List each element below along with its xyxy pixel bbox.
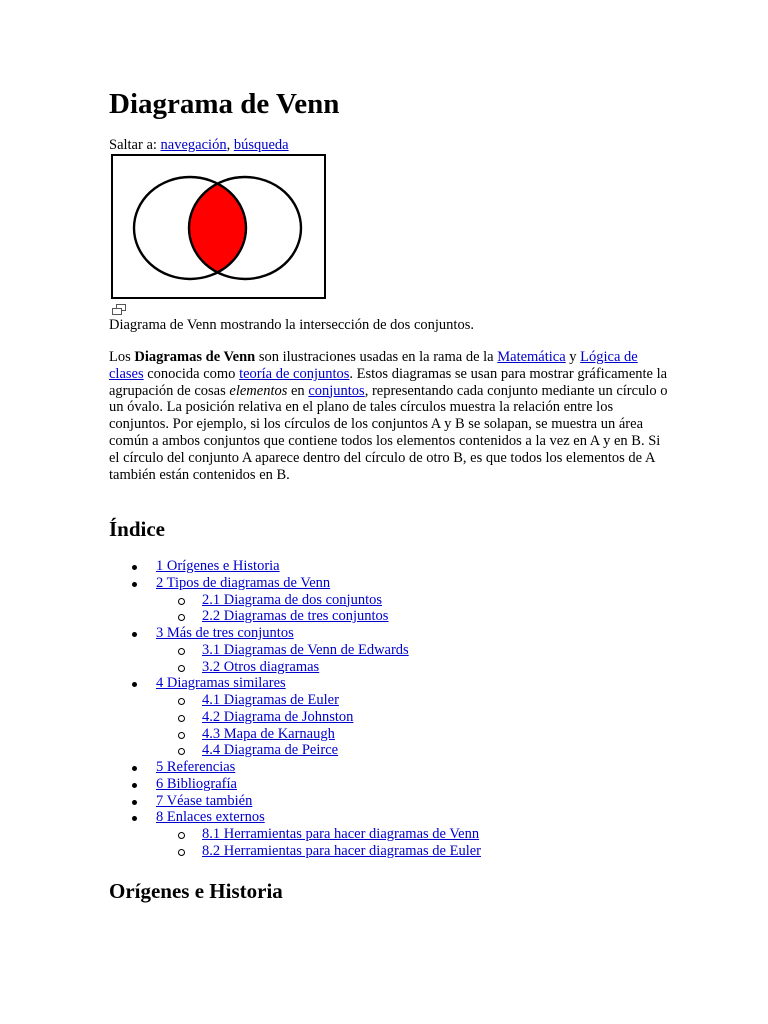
toc-link[interactable]: 7 Véase también bbox=[156, 792, 253, 809]
toc-link[interactable]: 8.1 Herramientas para hacer diagramas de Venn bbox=[202, 826, 480, 842]
circle-bullet-icon bbox=[178, 849, 185, 856]
circle-bullet-icon bbox=[178, 732, 185, 739]
text-run: Los bbox=[109, 349, 135, 365]
link-matematica[interactable]: Matemática bbox=[497, 349, 566, 365]
page-title: Diagrama de Venn bbox=[109, 88, 340, 120]
circle-bullet-icon bbox=[178, 832, 185, 839]
toc-link[interactable]: 8 Enlaces externos bbox=[156, 809, 265, 826]
circle-bullet-icon bbox=[178, 648, 185, 655]
venn-diagram-image[interactable] bbox=[111, 154, 327, 300]
figure-caption: Diagrama de Venn mostrando la intersección de dos conjuntos. bbox=[109, 317, 474, 333]
toc-link[interactable]: 2.1 Diagrama de dos conjuntos bbox=[202, 591, 383, 608]
link-conjuntos[interactable]: conjuntos bbox=[308, 382, 365, 399]
venn-diagram-svg bbox=[111, 154, 327, 300]
toc-link[interactable]: 2.2 Diagramas de tres conjuntos bbox=[202, 608, 389, 625]
toc-link[interactable]: 4.1 Diagramas de Euler bbox=[202, 692, 339, 708]
circle-bullet-icon bbox=[178, 614, 185, 621]
link-logica-de-clases[interactable]: Lógica de clases bbox=[109, 349, 638, 382]
toc-link[interactable]: 4.3 Mapa de Karnaugh bbox=[202, 725, 335, 742]
toc-link[interactable]: 2 Tipos de diagramas de Venn bbox=[156, 574, 331, 591]
bullet-icon bbox=[132, 582, 137, 587]
intro-paragraph bbox=[109, 349, 669, 483]
circle-bullet-icon bbox=[178, 598, 185, 605]
text-run: . Estos diagramas se usan para mostrar gráficamente la agrupación de cosas bbox=[109, 365, 668, 399]
toc-link[interactable]: 4.2 Diagrama de Johnston bbox=[202, 708, 354, 725]
bullet-icon bbox=[132, 800, 137, 805]
italic-term: elementos bbox=[229, 382, 288, 399]
magnify-icon[interactable] bbox=[112, 304, 126, 316]
bullet-icon bbox=[132, 766, 137, 771]
toc-link[interactable]: 4.4 Diagrama de Peirce bbox=[202, 742, 339, 759]
circle-bullet-icon bbox=[178, 715, 185, 722]
toc-link[interactable]: 8.2 Herramientas para hacer diagramas de Euler bbox=[202, 842, 481, 859]
toc-link[interactable]: 5 Referencias bbox=[156, 759, 236, 775]
bullet-icon bbox=[132, 682, 137, 687]
bullet-icon bbox=[132, 816, 137, 821]
text-run: conocida como bbox=[143, 365, 240, 382]
navigation-link[interactable]: navegación bbox=[160, 137, 227, 153]
index-heading: Índice bbox=[109, 517, 166, 541]
jump-separator: , bbox=[226, 137, 234, 153]
bullet-icon bbox=[132, 632, 137, 637]
toc-link[interactable]: 1 Orígenes e Historia bbox=[156, 558, 280, 574]
toc-link[interactable]: 3 Más de tres conjuntos bbox=[156, 625, 294, 641]
toc-link[interactable]: 3.1 Diagramas de Venn de Edwards bbox=[202, 641, 409, 658]
text-run: y bbox=[565, 349, 581, 365]
jump-prefix: Saltar a: bbox=[109, 137, 161, 153]
circle-bullet-icon bbox=[178, 665, 185, 672]
text-run: , representando cada conjunto mediante un círculo o un óvalo. La posición relativa en el plano de tales círculos muestra la relación entre los conjuntos. Por ejemplo, si los círculos de los conjuntos A y B se solapan, se muestra un área común a ambos conjuntos que contiene todos los elementos contenidos a la vez en A y en B. Si el círculo del conjunto A aparece dentro del círculo de otro B, es que todos los elementos de A también están contenidos en B. bbox=[109, 382, 668, 483]
toc-link[interactable]: 3.2 Otros diagramas bbox=[202, 658, 320, 675]
jump-links bbox=[109, 136, 289, 154]
bullet-icon bbox=[132, 783, 137, 788]
bullet-icon bbox=[132, 565, 137, 570]
circle-bullet-icon bbox=[178, 748, 185, 755]
section-heading: Orígenes e Historia bbox=[109, 879, 283, 903]
text-run: en bbox=[287, 382, 309, 399]
toc-link[interactable]: 4 Diagramas similares bbox=[156, 675, 286, 692]
toc-link[interactable]: 6 Bibliografía bbox=[156, 775, 237, 792]
search-link[interactable]: búsqueda bbox=[233, 137, 289, 153]
bold-term: Diagramas de Venn bbox=[134, 349, 256, 365]
circle-bullet-icon bbox=[178, 698, 185, 705]
text-run: son ilustraciones usadas en la rama de la bbox=[255, 349, 498, 365]
link-teoria-de-conjuntos[interactable]: teoría de conjuntos bbox=[239, 365, 350, 382]
